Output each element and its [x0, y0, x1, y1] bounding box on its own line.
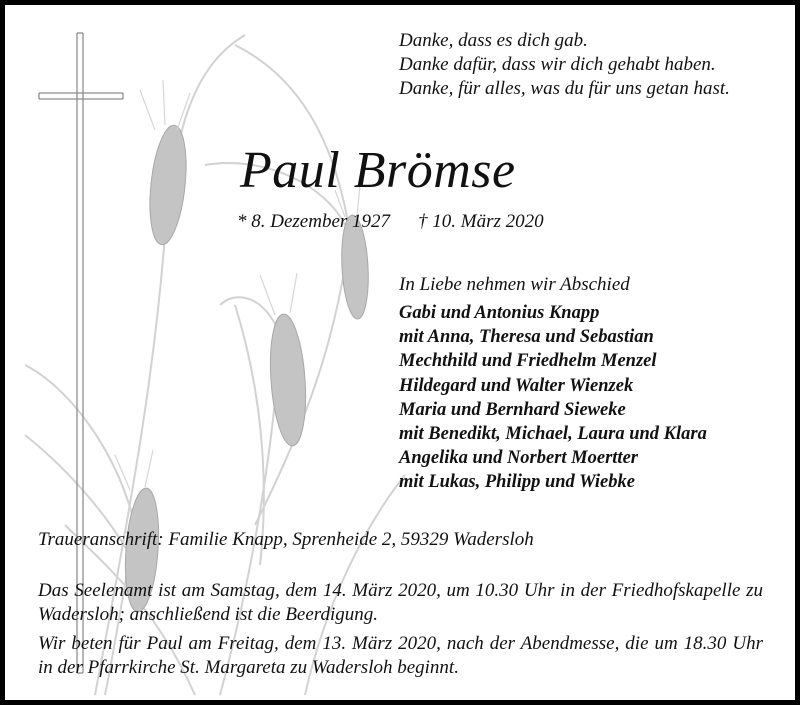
- requiem-info: Das Seelenamt ist am Samstag, dem 14. März 2020, um 10.30 Uhr in der Friedhofskapelle zu Wadersloh; anschließend ist die Beerdigung.: [38, 580, 763, 625]
- gratitude-quote: [399, 29, 730, 101]
- mourning-address: Traueranschrift: Familie Knapp, Sprenheide 2, 59329 Wadersloh: [38, 529, 534, 550]
- birth-date: * 8. Dezember 1927: [237, 211, 391, 232]
- mourner-line: Mechthild und Friedhelm Menzel: [399, 351, 657, 372]
- quote-line: Danke, dass es dich gab.: [399, 30, 588, 51]
- cross-icon: [39, 33, 123, 673]
- prayer-info: Wir beten für Paul am Freitag, dem 13. März 2020, nach der Abendmesse, die um 18.30 Uhr in der Pfarrkirche St. Margareta zu Wadersloh beginnt.: [38, 633, 763, 678]
- mourner-line: Maria und Bernhard Sieweke: [399, 399, 626, 420]
- mourner-line: Hildegard und Walter Wienzek: [399, 375, 634, 396]
- death-date: † 10. März 2020: [418, 211, 544, 232]
- mourner-line: Angelika und Norbert Moertter: [399, 448, 638, 469]
- mourner-line: mit Benedikt, Michael, Laura und Klara: [399, 424, 707, 445]
- deceased-name: Paul Brömse: [240, 142, 516, 199]
- quote-line: Danke, für alles, was du für uns getan hast.: [399, 78, 730, 99]
- mourner-line: mit Lukas, Philipp und Wiebke: [399, 472, 635, 493]
- quote-line: Danke dafür, dass wir dich gehabt haben.: [399, 54, 716, 75]
- mourners-list: [399, 301, 707, 495]
- farewell-intro: In Liebe nehmen wir Abschied: [399, 274, 630, 295]
- life-dates: [237, 210, 544, 234]
- mourner-line: Gabi und Antonius Knapp: [399, 303, 600, 323]
- mourner-line: mit Anna, Theresa und Sebastian: [399, 327, 654, 348]
